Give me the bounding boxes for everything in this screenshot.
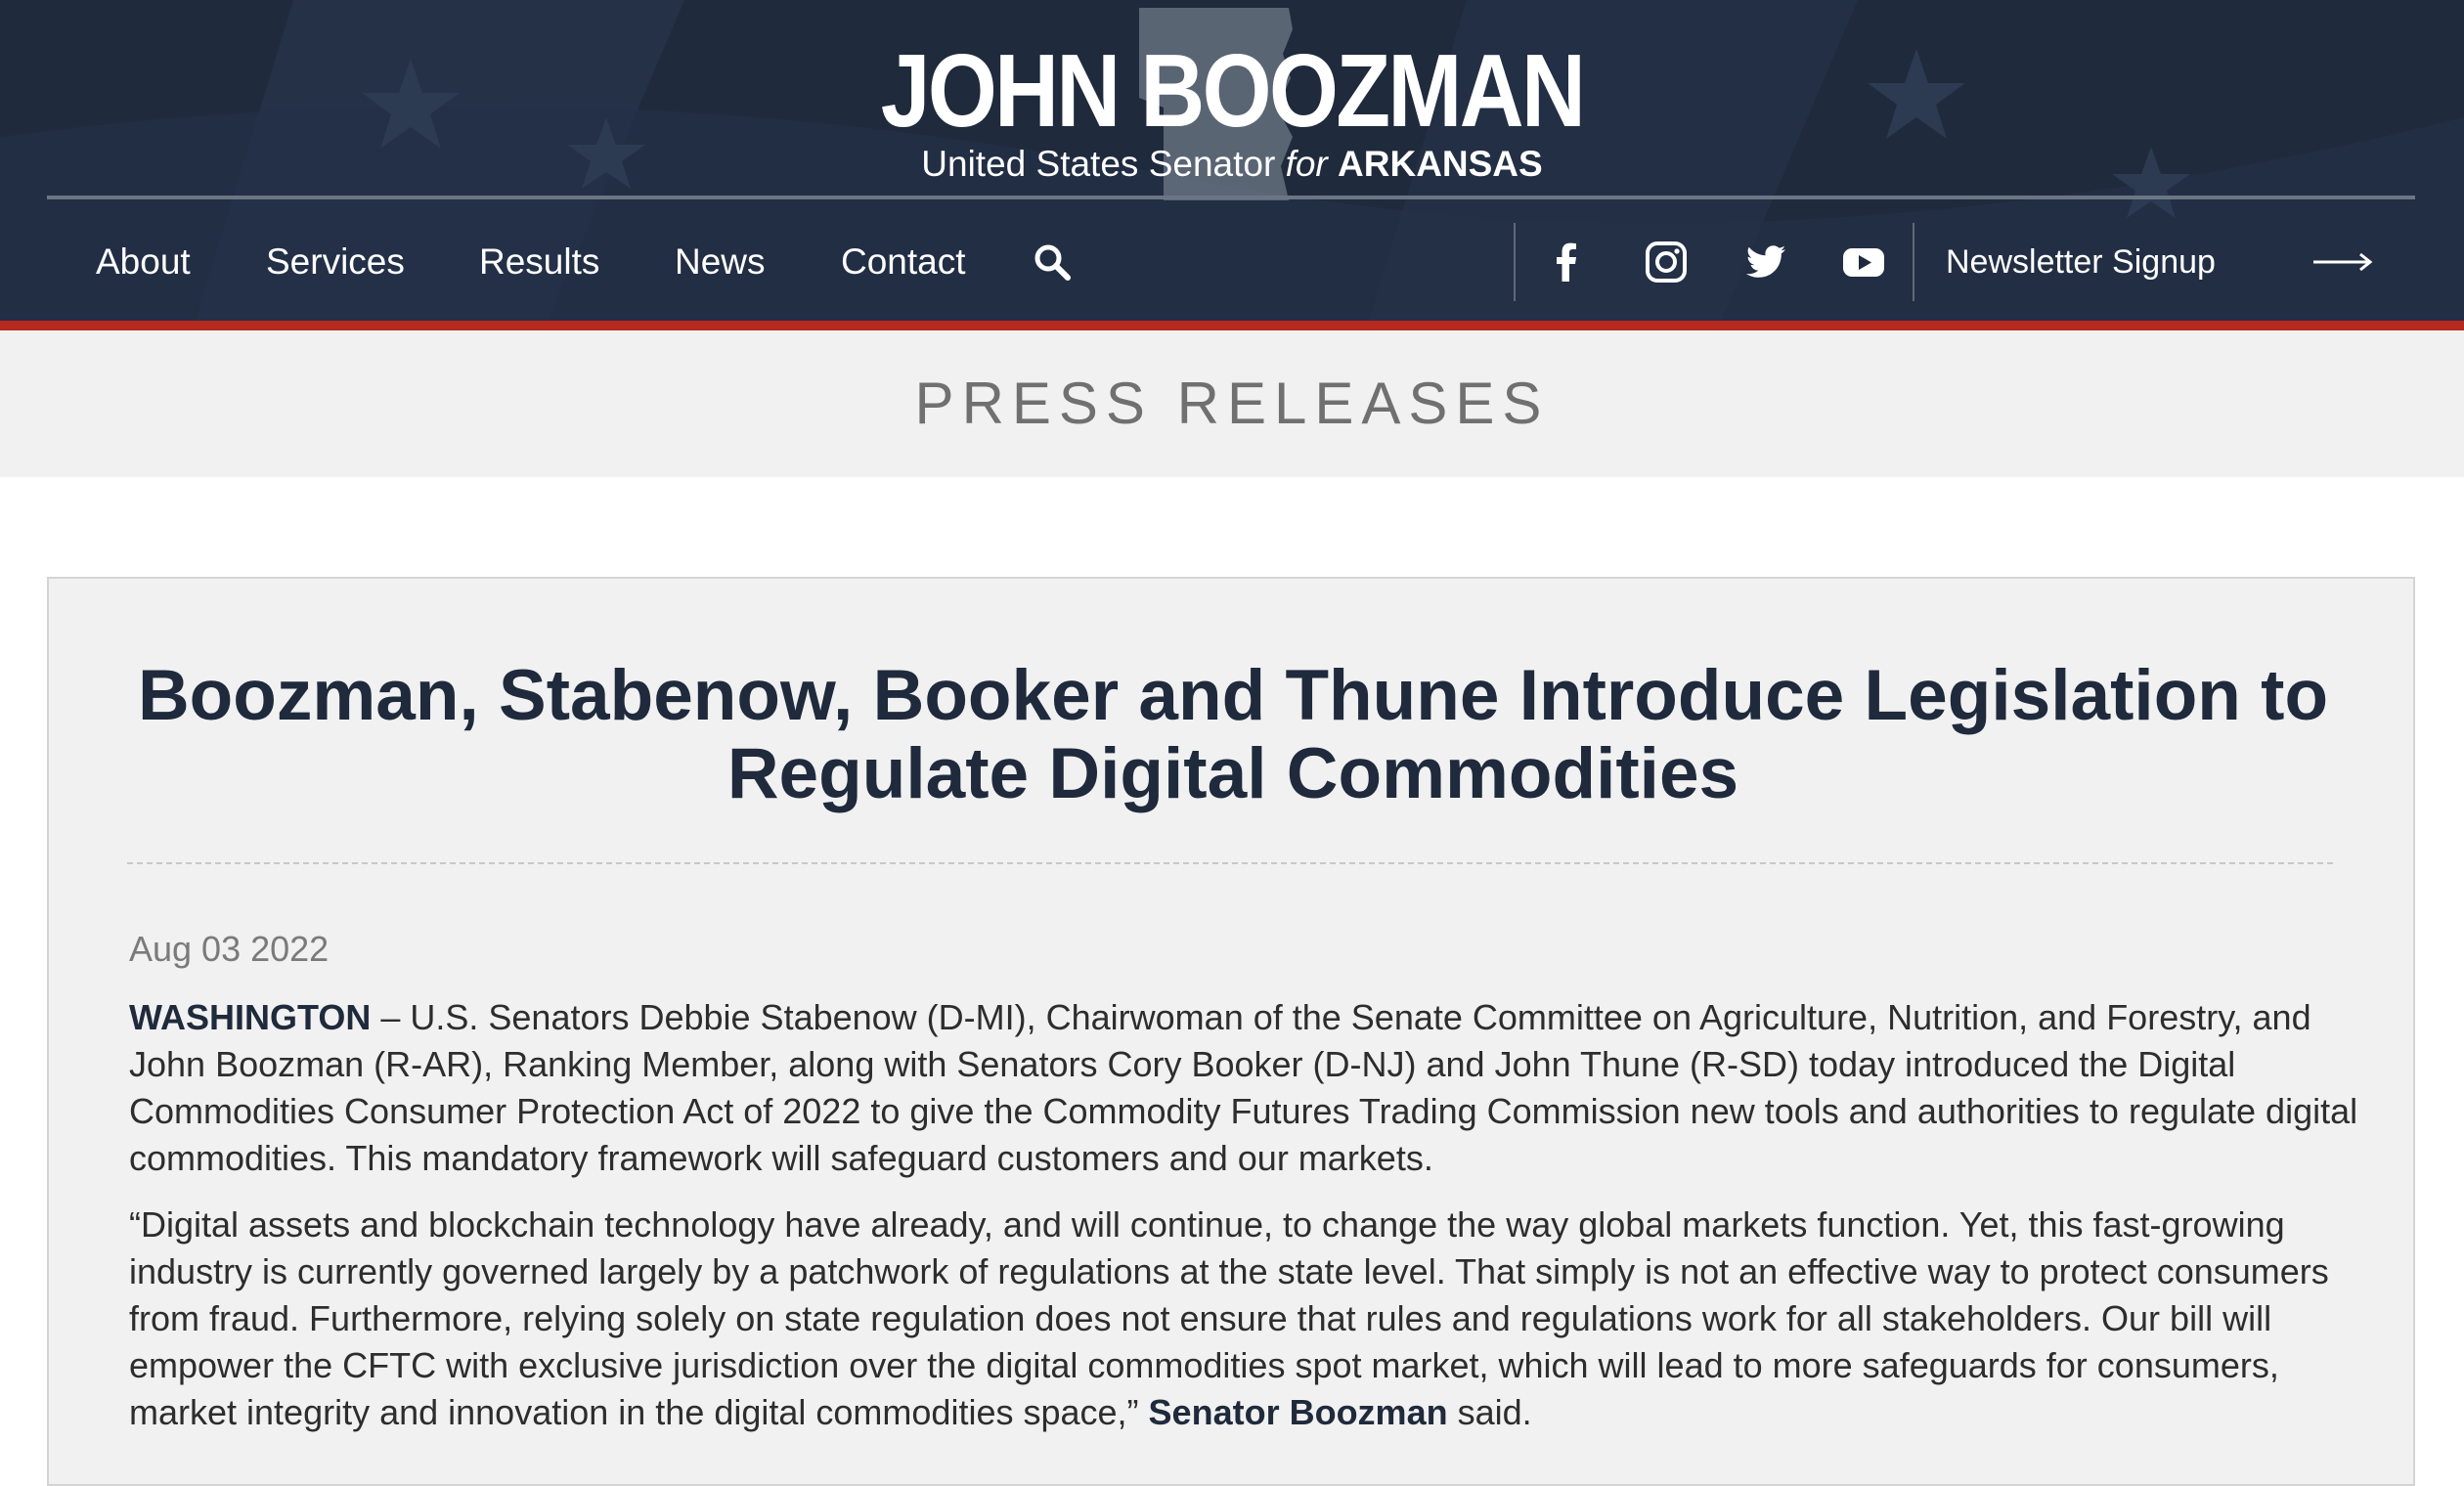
section-title: PRESS RELEASES xyxy=(914,371,1550,436)
subtitle-prefix: United States Senator xyxy=(921,144,1286,184)
site-header xyxy=(0,0,2464,321)
article-card xyxy=(47,577,2415,1486)
quote-text: “Digital assets and blockchain technology have already, and will continue, to change the way global markets function. Yet, this fast-growing industry is currently governed largely by a patchwork of regulations at the state level. That simply is not an effective way to protect consumers from fraud. Furthermore, relying solely on state regulation does not ensure that rules and regulations work for all stakeholders. Our bill will empower the CFTC with exclusive jurisdiction over the digital commodities spot market, which will lead to more safeguards for consumers, market integrity and innovation in the digital commodities space,” xyxy=(129,1204,2329,1432)
main-nav xyxy=(0,223,2464,301)
quote-attribution: said. xyxy=(1447,1392,1532,1432)
article-title: Boozman, Stabenow, Booker and Thune Introduce Legislation to Regulate Digital Commodities xyxy=(137,656,2329,813)
newsletter-signup-link[interactable]: Newsletter Signup xyxy=(1946,243,2216,281)
nav-divider xyxy=(1514,223,1516,301)
header-accent-bar xyxy=(0,321,2464,330)
dateline: WASHINGTON xyxy=(129,997,372,1037)
quote-speaker: Senator Boozman xyxy=(1148,1392,1448,1432)
nav-divider xyxy=(1913,223,1914,301)
nav-item-contact[interactable]: Contact xyxy=(841,241,966,282)
paragraph-text: – U.S. Senators Debbie Stabenow (D-MI), Chairwoman of the Senate Committee on Agriculture, Nutrition, and Forestry, and John Boozman (R-AR), Ranking Member, along with Senators Cory Booker (D-NJ) and John Thune (R-SD) today introduced the Digital Commodities Consumer Protection Act of 2022 to give the Commodity Futures Trading Commission new tools and authorities to regulate digital commodities. This mandatory framework will safeguard customers and our markets. xyxy=(129,997,2358,1178)
subtitle-for: for xyxy=(1285,144,1328,184)
article-date: Aug 03 2022 xyxy=(129,929,330,969)
facebook-icon[interactable] xyxy=(1545,240,1588,284)
title-divider xyxy=(127,862,2333,864)
nav-item-news[interactable]: News xyxy=(675,241,766,282)
nav-item-about[interactable]: About xyxy=(96,241,191,282)
twitter-icon[interactable] xyxy=(1744,240,1787,284)
nav-item-results[interactable]: Results xyxy=(479,241,600,282)
header-divider xyxy=(47,196,2415,199)
nav-item-services[interactable]: Services xyxy=(266,241,405,282)
youtube-icon[interactable] xyxy=(1842,240,1885,284)
brand-subtitle xyxy=(0,143,2464,186)
brand-name[interactable]: JOHN BOOZMAN xyxy=(880,33,1584,149)
section-banner xyxy=(0,330,2464,477)
arrow-right-icon[interactable] xyxy=(2311,246,2374,278)
search-icon[interactable] xyxy=(1031,240,1074,284)
instagram-icon[interactable] xyxy=(1645,240,1688,284)
site-brand[interactable] xyxy=(0,33,2464,186)
article-body xyxy=(129,994,2368,1456)
article-paragraph xyxy=(129,1202,2368,1436)
subtitle-state: ARKANSAS xyxy=(1338,144,1543,184)
article-paragraph xyxy=(129,994,2368,1182)
